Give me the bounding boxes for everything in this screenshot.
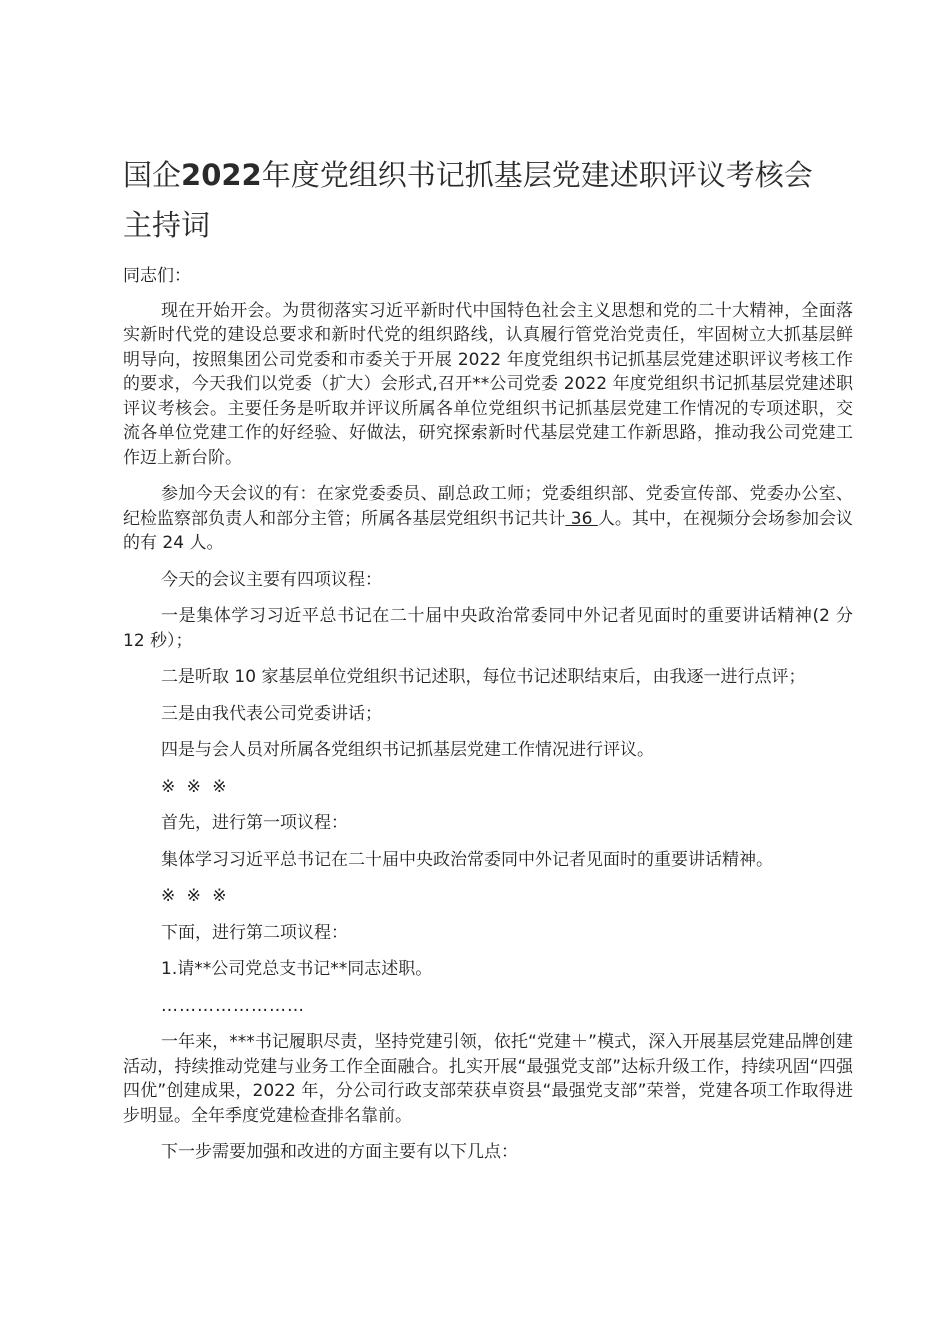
title-line-1 bbox=[123, 150, 853, 200]
agenda-item-3: 三是由我代表公司党委讲话； bbox=[161, 703, 382, 724]
ellipsis-line: …………………… bbox=[161, 995, 305, 1016]
paragraph-agenda-intro: 今天的会议主要有四项议程： bbox=[161, 569, 382, 590]
paragraph-report-request: 1.请**公司党总支书记**同志述职。 bbox=[161, 959, 433, 979]
attendees-text-end: 人。其中，在视频分会场参加会议的有 24 人。 bbox=[123, 508, 853, 553]
attendees-text: 参加今天会议的有：在家党委委员、副总政工师；党委组织部、党委宣传部、党委办公室、纪检监察部负责人和部分主管；所属各基层党组织书记共计 bbox=[123, 484, 853, 529]
title-prefix: 国企 bbox=[123, 158, 182, 192]
paragraph-first-item: 首先，进行第一项议程： bbox=[161, 813, 348, 833]
title-year: 2022 bbox=[181, 158, 262, 192]
salutation: 同志们： bbox=[123, 266, 191, 286]
paragraph-review: 一年来，***书记履职尽责，坚持党建引领，依托“党建＋”模式，深入开展基层党建品牌创建活动，持续推动党建与业务工作全面融合。扎实开展“最强党支部”达标升级工作，持续巩固“四强四优”创建成果，2022 年，分公司行政支部荣获卓资县“最强党支部”荣誉，党建各项工作取得进步明显。全年季度党建检查排名靠前。 bbox=[123, 1032, 853, 1126]
paragraph-second-item: 下面，进行第二项议程： bbox=[161, 922, 348, 943]
agenda-item-4: 四是与会人员对所属各党组织书记抓基层党建工作情况进行评议。 bbox=[161, 740, 654, 760]
paragraph-opening: 现在开始开会。为贯彻落实习近平新时代中国特色社会主义思想和党的二十大精神，全面落实新时代党的建设总要求和新时代党的组织路线，认真履行管党治党责任，牢固树立大抓基层鲜明导向，按照集团公司党委和市委关于开展 2022 年度党组织书记抓基层党建述职评议考核工作的要求，今天我们以党委（扩大）会形式,召开**公司党委 2022 年度党组织书记抓基层党建述职评议考核会。主要任务是听取并评议所属各单位党组织书记抓基层党建工作情况的专项述职，交流各单位党建工作的好经验、好做法，研究探索新时代基层党建工作新思路，推动我公司党建工作迈上新台阶。 bbox=[123, 300, 853, 468]
paragraph-attendees bbox=[123, 482, 853, 556]
paragraph-improvements: 下一步需要加强和改进的方面主要有以下几点： bbox=[161, 1142, 518, 1162]
title-line-2: 主持词 bbox=[123, 208, 211, 242]
attendee-count: 36 bbox=[565, 508, 598, 529]
paragraph-first-item-content: 集体学习习近平总书记在二十届中央政治常委同中外记者见面时的重要讲话精神。 bbox=[161, 849, 773, 870]
title-main: 年度党组织书记抓基层党建述职评议考核会 bbox=[261, 158, 813, 192]
agenda-item-1: 一是集体学习习近平总书记在二十届中央政治常委同中外记者见面时的重要讲话精神(2 分 12 秒）； bbox=[123, 606, 853, 651]
document-title bbox=[123, 150, 853, 250]
agenda-item-2: 二是听取 10 家基层单位党组织书记述职，每位书记述职结束后，由我逐一进行点评； bbox=[161, 667, 806, 687]
section-separator: ※ ※ ※ bbox=[161, 776, 230, 797]
document-page bbox=[123, 150, 853, 1177]
section-separator: ※ ※ ※ bbox=[161, 886, 230, 906]
